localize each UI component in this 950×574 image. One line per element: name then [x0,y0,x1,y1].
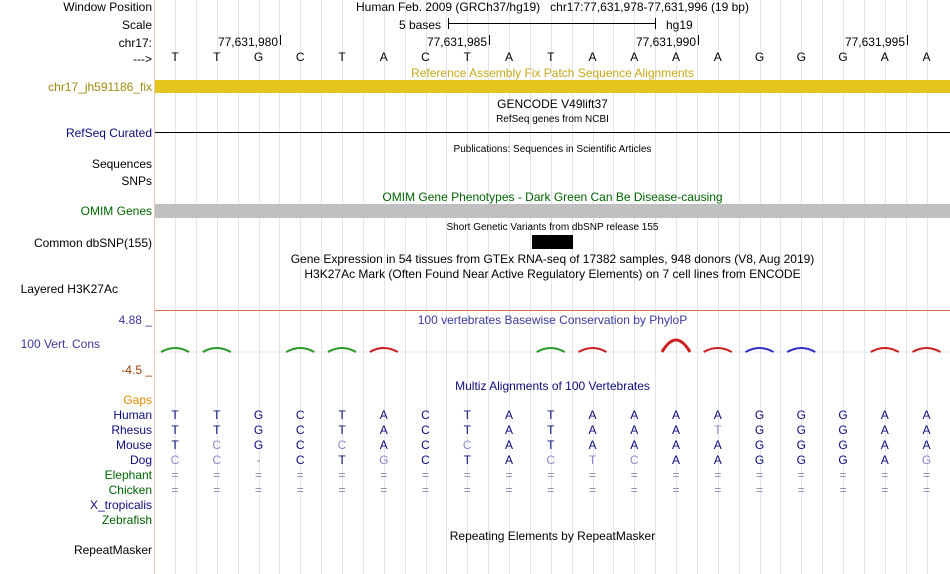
h3k27ac-label[interactable]: Layered H3K27Ac [20,282,118,296]
alignment-base: T [463,453,471,467]
fix-patch-title: Reference Assembly Fix Patch Sequence Alignments [411,66,694,80]
alignment-base: = [630,468,638,482]
alignment-base: A [504,423,513,437]
alignment-base: A [671,423,680,437]
alignment-base: G [838,453,848,467]
reference-base: A [713,50,722,64]
scale-bar [448,18,656,28]
phylop-mark [746,348,774,352]
alignment-base: = [213,468,221,482]
alignment-base: = [296,468,304,482]
phylop-mark [370,348,398,352]
scale-text: 5 bases [399,18,442,32]
position-header [155,0,950,14]
alignment-base: C [295,408,305,422]
alignment-base: = [797,483,805,497]
alignment-base: C [295,453,305,467]
alignment-base: T [547,408,555,422]
dbsnp-title: Short Genetic Variants from dbSNP release 155 [446,222,659,233]
alignment-base: T [213,408,221,422]
gtex-title: Gene Expression in 54 tissues from GTEx RNA-seq of 17382 samples, 948 donors (V8, Aug 2019) [290,252,815,266]
alignment-base: A [713,453,722,467]
alignment-base: = [672,483,680,497]
alignment-base: T [171,438,179,452]
reference-base: T [213,50,221,64]
alignment-base: C [462,438,472,452]
alignment-base: G [754,438,765,452]
phylop-title: 100 vertebrates Basewise Conservation by PhyloP [417,313,688,327]
track-border [154,0,155,574]
alignment-base: = [839,468,847,482]
alignment-base: A [922,423,931,437]
fix-patch-label[interactable]: chr17_jh591186_fix [48,80,152,94]
alignment-base: = [338,483,346,497]
alignment-base: A [880,453,889,467]
alignment-base: = [380,483,388,497]
alignment-base: C [421,453,430,467]
alignment-base: G [754,423,765,437]
alignment-base: = [505,468,513,482]
alignment-base: A [588,438,597,452]
phylop-graph[interactable] [155,336,950,360]
reference-base: T [463,50,471,64]
multiz-title: Multiz Alignments of 100 Vertebrates [455,379,650,393]
repeatmasker-title: Repeating Elements by RepeatMasker [449,529,656,543]
dbsnp-variant[interactable] [532,235,573,249]
alignment-base: A [588,408,597,422]
alignment-base: A [379,438,388,452]
dbsnp-label[interactable]: Common dbSNP(155) [33,236,152,250]
alignment-base: A [713,408,722,422]
phylop-min-label: -4.5 _ [121,363,152,377]
alignment-base: A [504,408,513,422]
alignment-base: G [838,408,848,422]
alignment-base: G [838,438,848,452]
coordinate-label: 77,631,985 [426,35,487,49]
coordinate-tick [280,35,281,45]
omim-genes-label[interactable]: OMIM Genes [80,204,152,218]
track-image[interactable] [155,0,950,574]
alignment-base: G [754,408,765,422]
alignment-base: C [295,423,305,437]
alignment-base: = [463,483,471,497]
alignment-base: A [504,438,513,452]
species-label-human[interactable]: Human [113,408,152,422]
gaps-label[interactable]: Gaps [123,393,152,407]
coordinate-tick [907,35,908,45]
alignment-base: G [796,408,806,422]
reference-base: A [922,50,931,64]
alignment-base: C [546,453,556,467]
species-label-elephant[interactable]: Elephant [104,468,152,482]
reference-base: A [588,50,597,64]
alignment-base: A [504,453,513,467]
alignment-base: A [922,408,931,422]
alignment-base: A [630,438,639,452]
alignment-base: = [672,468,680,482]
alignment-base: G [253,438,264,452]
alignment-base: C [337,438,347,452]
alignment-base: A [588,423,597,437]
reference-base: G [838,50,848,64]
alignment-base: = [755,468,763,482]
fix-patch-bar[interactable] [155,80,950,93]
alignment-base: T [171,423,179,437]
alignment-base: = [881,483,889,497]
phylop-mark [704,348,732,352]
alignment-base: G [253,408,264,422]
coordinate-tick [698,35,699,45]
alignment-base: = [588,483,596,497]
reference-base: T [547,50,555,64]
alignment-base: T [588,453,597,467]
reference-base: A [504,50,513,64]
alignment-base: = [714,483,722,497]
sequences-label[interactable]: Sequences [91,157,152,171]
alignment-base: G [796,453,806,467]
omim-title: OMIM Gene Phenotypes - Dark Green Can Be Disease-causing [382,190,723,204]
alignment-base: = [839,483,847,497]
snps-label[interactable]: SNPs [121,174,152,188]
alignment-base: T [714,423,722,437]
alignment-base: = [755,483,763,497]
alignment-base: = [797,468,805,482]
alignment-base: = [881,468,889,482]
species-label-rhesus[interactable]: Rhesus [111,423,152,437]
alignment-base: T [338,423,346,437]
reference-base: T [338,50,346,64]
reference-base: A [671,50,680,64]
alignment-base: G [253,423,264,437]
h3k27ac-title: H3K27Ac Mark (Often Found Near Active Regulatory Elements) on 7 cell lines from ENCODE [304,267,801,281]
phylop-mark [328,348,356,352]
species-label-zebrafish[interactable]: Zebrafish [101,513,152,527]
alignment-base: A [630,423,639,437]
alignment-base: = [505,483,513,497]
alignment-base: A [880,408,889,422]
alignment-base: = [547,483,555,497]
coordinate-label: 77,631,980 [217,35,278,49]
species-label-chicken[interactable]: Chicken [108,483,152,497]
alignment-base: A [671,438,680,452]
alignment-base: C [629,453,639,467]
alignment-base: A [713,438,722,452]
phylop-mark [537,348,565,352]
alignment-base: G [921,453,932,467]
alignment-base: = [630,483,638,497]
alignment-base: C [421,408,430,422]
alignment-base: A [630,408,639,422]
alignment-base: G [754,453,765,467]
reference-base: G [754,50,765,64]
alignment-base: = [338,468,346,482]
track-labels [0,0,152,574]
scale-label: Scale [121,18,152,32]
alignment-base: T [213,423,221,437]
refseq-label[interactable]: RefSeq Curated [65,126,152,140]
phylop-mark [871,348,899,352]
alignment-base: C [421,438,430,452]
refseq-line [155,132,950,133]
alignment-base: = [547,468,555,482]
alignment-base: A [671,408,680,422]
alignment-base: T [338,408,346,422]
species-label-x_tropicalis[interactable]: X_tropicalis [89,498,152,512]
alignment-base: A [880,423,889,437]
phylop-mark [662,340,690,352]
alignment-base: G [379,453,389,467]
alignment-base: C [170,453,180,467]
alignment-base: T [547,438,555,452]
phylop-mark [286,348,314,352]
strand-label: ---> [133,52,152,66]
alignment-base: = [421,483,429,497]
reference-base: G [796,50,806,64]
alignment-base: A [379,408,388,422]
publications-title: Publications: Sequences in Scientific Articles [453,144,652,155]
reference-base: T [171,50,179,64]
alignment-base: T [463,423,471,437]
alignment-base: = [171,468,179,482]
position-text: chr17:77,631,978-77,631,996 (19 bp) [550,0,749,14]
reference-base: C [295,50,305,64]
alignment-base: G [838,423,848,437]
alignment-base: - [256,453,261,467]
reference-base: A [379,50,388,64]
reference-base: C [421,50,430,64]
phylop-mark [787,348,815,352]
alignment-base: A [379,423,388,437]
alignment-base: T [171,408,179,422]
alignment-base: = [922,483,930,497]
alignment-base: = [254,468,262,482]
species-label-dog[interactable]: Dog [129,453,152,467]
alignment-base: T [463,408,471,422]
reference-base: G [253,50,264,64]
phylop-mark [203,348,231,352]
window-position-label: Window Position [63,0,152,14]
phylop-mark [161,348,189,352]
alignment-base: C [212,453,222,467]
alignment-base: = [922,468,930,482]
alignment-base: = [296,483,304,497]
alignment-base: T [338,453,346,467]
alignment-base: A [880,438,889,452]
assembly-text: Human Feb. 2009 (GRCh37/hg19) [356,0,541,14]
alignment-base: C [421,423,430,437]
coordinate-tick [489,35,490,45]
phylop-max-label: 4.88 _ [118,313,152,327]
coordinate-label: 77,631,990 [635,35,696,49]
alignment-base: C [212,438,222,452]
alignment-base: = [171,483,179,497]
alignment-base: = [463,468,471,482]
alignment-base: = [380,468,388,482]
chrom-label: chr17: [118,36,152,50]
alignment-base: G [796,423,806,437]
alignment-base: A [671,453,680,467]
repeatmasker-label[interactable]: RepeatMasker [73,543,152,557]
phylop-top-line [155,310,950,311]
alignment-base: T [547,423,555,437]
alignment-base: = [213,483,221,497]
alignment-base: = [254,483,262,497]
coordinate-label: 77,631,995 [844,35,905,49]
species-label-mouse[interactable]: Mouse [115,438,152,452]
gencode-title: GENCODE V49lift37 [497,97,608,111]
db-text: hg19 [666,18,693,32]
alignment-base: = [421,468,429,482]
phylop-track-label[interactable]: 100 Vert. Cons [20,337,100,351]
alignment-base: C [295,438,305,452]
omim-bar[interactable] [155,204,950,218]
reference-base: A [630,50,639,64]
alignment-base: = [714,468,722,482]
phylop-mark [579,348,607,352]
alignment-base: = [588,468,596,482]
phylop-mark [913,348,941,352]
alignment-base: A [922,438,931,452]
refseq-title: RefSeq genes from NCBI [496,114,609,125]
alignment-base: G [796,438,806,452]
reference-base: A [880,50,889,64]
